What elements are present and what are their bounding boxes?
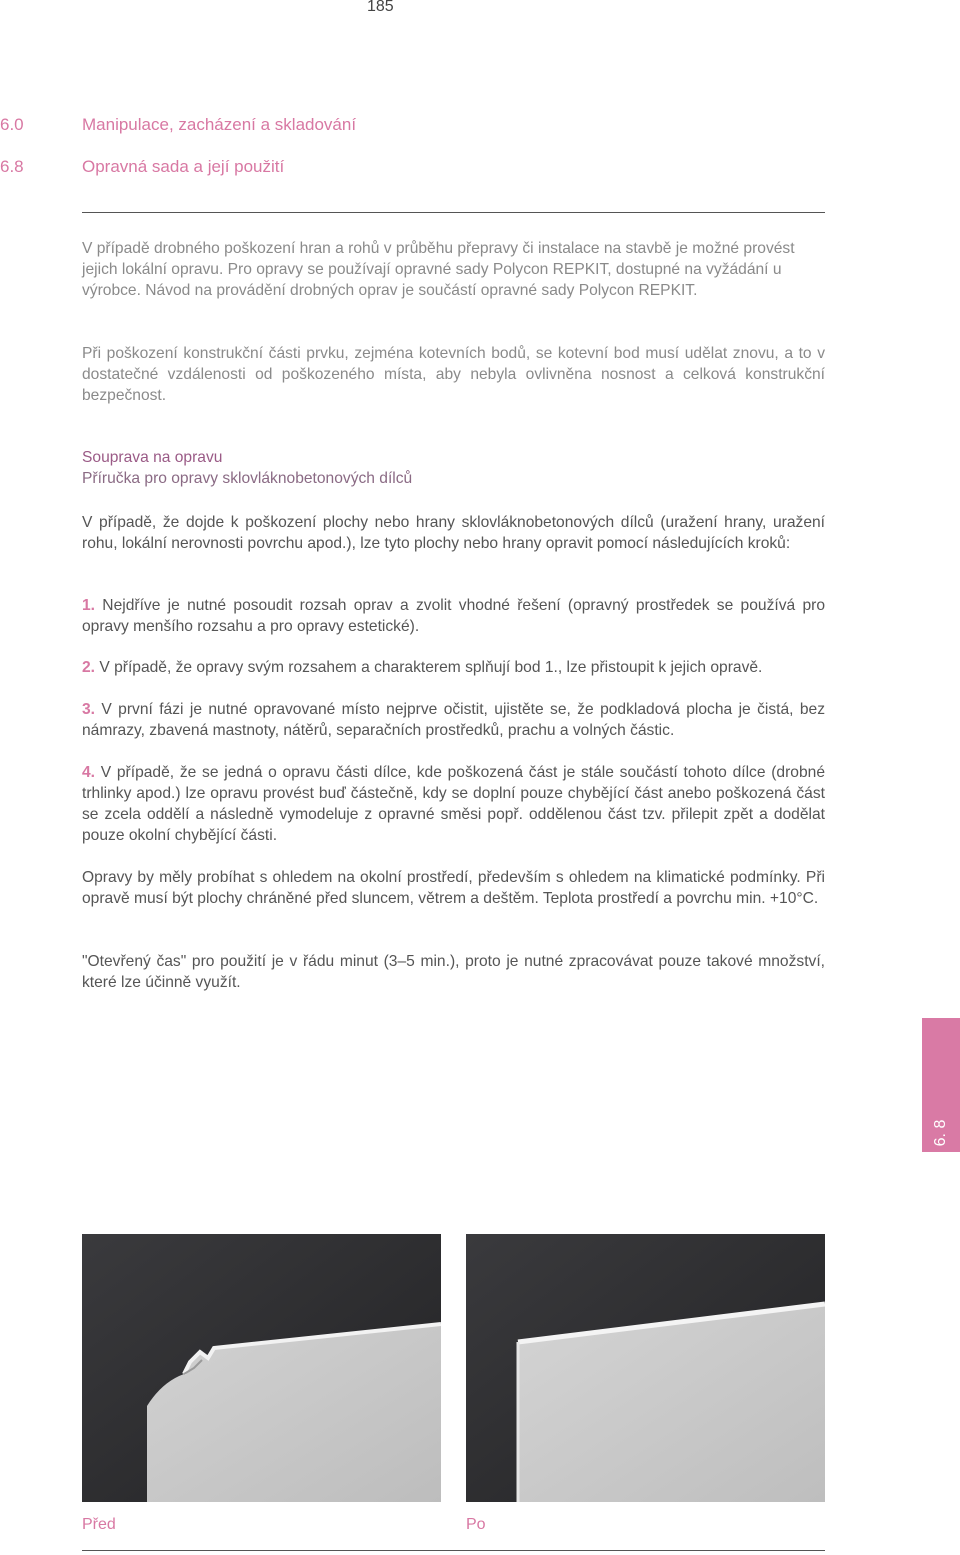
intro-paragraph-1: V případě drobného poškození hran a rohů v průběhu přepravy či instalace na stavbě je možné provést jejich lokální opravu. Pro opravy se používají opravné sady Polycon REPKIT, dostupné na vyžádání u výrobce. Návod na provádění drobných oprav je součástí opravné sady Polycon REPKIT. bbox=[82, 240, 795, 299]
chapter-side-tab bbox=[922, 1018, 960, 1152]
step-number: 3. bbox=[82, 701, 96, 718]
repair-step-2 bbox=[82, 657, 825, 678]
page-number: 185 bbox=[367, 0, 394, 15]
repaired-panel-image bbox=[466, 1234, 825, 1502]
step-number: 2. bbox=[82, 659, 96, 676]
subsection-heading bbox=[0, 157, 960, 179]
intro-paragraph-2: Při poškození konstrukční části prvku, zejména kotevních bodů, se kotevní bod musí udělat znovu, a to v dostatečné vzdálenosti od poškozeného místa, aby nebyla ovlivněna nosnost a celková konstrukční bezpečnost. bbox=[82, 345, 825, 404]
caption-after: Po bbox=[466, 1516, 486, 1533]
caption-before: Před bbox=[82, 1516, 116, 1533]
subsection-number: 6.8 bbox=[0, 157, 24, 176]
repair-step-1 bbox=[82, 595, 825, 637]
open-time-paragraph: "Otevřený čas" pro použití je v řádu minut (3–5 min.), proto je nutné zpracovávat pouze takové množství, které lze účinně využít. bbox=[82, 953, 825, 991]
step-text: V první fázi je nutné opravované místo nejprve očistit, ujistěte se, že podkladová plocha je čistá, bez námrazy, zbavená mastnoty, nátěrů, separačních prostředků, prachu a volných částic. bbox=[82, 701, 825, 739]
section-title: Manipulace, zacházení a skladování bbox=[82, 115, 357, 134]
damaged-panel-image bbox=[82, 1234, 441, 1502]
repair-kit-subtitle: Příručka pro opravy sklovláknobetonových dílců bbox=[82, 470, 413, 487]
photo-before-repair bbox=[82, 1234, 441, 1502]
step-text: V případě, že se jedná o opravu části dílce, kde poškozená část je stále součástí tohoto dílce (drobné trhlinky apod.) lze opravu provést buď částečně, kdy se doplní pouze chybějící část anebo poškozená část se zcela oddělí a následně vymodeluje z opravné směsi popř. oddělenou část tzv. přilepit zpět a dodělat pouze okolní chybějící části. bbox=[82, 764, 825, 844]
repair-step-4 bbox=[82, 762, 825, 846]
repair-intro-paragraph: V případě, že dojde k poškození plochy nebo hrany sklovláknobetonových dílců (uražení hrany, uražení rohu, lokální nerovnosti povrchu apod.), lze tyto plochy nebo hrany opravit pomocí následujících kroků: bbox=[82, 514, 825, 552]
subsection-title: Opravná sada a její použití bbox=[82, 157, 285, 176]
conditions-paragraph: Opravy by měly probíhat s ohledem na okolní prostředí, především s ohledem na klimatické podmínky. Při opravě musí být plochy chráněné před sluncem, větrem a deštěm. Teplota prostředí a povrchu min. +10°C. bbox=[82, 869, 825, 907]
repair-kit-title: Souprava na opravu bbox=[82, 449, 223, 466]
chapter-tab-label: 6. 8 bbox=[932, 1119, 949, 1147]
repair-step-3 bbox=[82, 699, 825, 741]
section-heading bbox=[0, 115, 960, 137]
header-divider bbox=[82, 212, 825, 213]
step-text: V případě, že opravy svým rozsahem a charakterem splňují bod 1., lze přistoupit k jejich opravě. bbox=[95, 659, 763, 676]
section-number: 6.0 bbox=[0, 115, 24, 134]
footer-divider bbox=[82, 1550, 825, 1551]
step-number: 1. bbox=[82, 597, 96, 614]
step-text: Nejdříve je nutné posoudit rozsah oprav a zvolit vhodné řešení (opravný prostředek se používá pro opravy menšího rozsahu a pro opravy estetické). bbox=[82, 597, 825, 635]
step-number: 4. bbox=[82, 764, 96, 781]
photo-after-repair bbox=[466, 1234, 825, 1502]
